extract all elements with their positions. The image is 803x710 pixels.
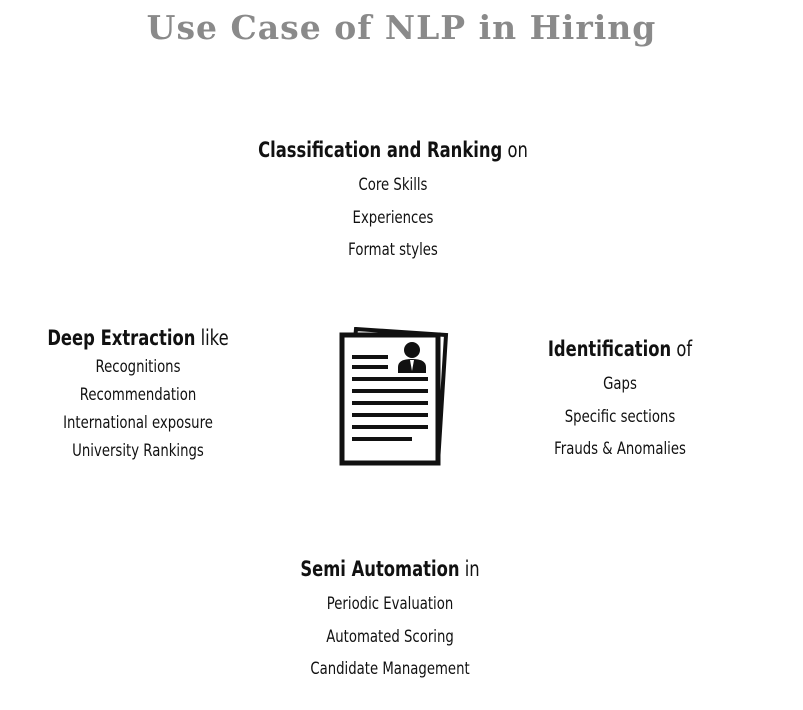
heading-connector: in (464, 557, 480, 581)
heading-bold: Semi Automation (300, 557, 460, 581)
heading-bold: Deep Extraction (47, 326, 196, 350)
identification-block (460, 336, 780, 466)
semi-automation-block (190, 556, 590, 686)
heading-connector: on (507, 138, 528, 162)
classification-ranking-block (193, 137, 593, 267)
identification-heading (495, 336, 745, 362)
resume-document-icon (338, 327, 450, 467)
list-item: Candidate Management (310, 659, 470, 679)
classification-ranking-heading (237, 137, 549, 163)
heading-connector: of (676, 337, 693, 361)
deep-extraction-heading (13, 325, 263, 351)
list-item: Recommendation (79, 385, 197, 405)
list-item: Frauds & Anomalies (554, 439, 686, 459)
semi-automation-heading (234, 556, 546, 582)
heading-bold: Classification and Ranking (258, 138, 503, 162)
list-item: Format styles (348, 240, 438, 260)
list-item: Experiences (352, 207, 434, 228)
list-item: Periodic Evaluation (326, 594, 454, 614)
list-item: International exposure (63, 413, 213, 433)
deep-extraction-block (0, 325, 298, 465)
list-item: University Rankings (72, 441, 204, 461)
list-item: Core Skills (358, 175, 428, 195)
list-item: Gaps (603, 374, 637, 394)
list-item: Recognitions (95, 357, 181, 377)
page-title: Use Case of NLP in Hiring (146, 8, 657, 47)
list-item: Automated Scoring (326, 626, 454, 647)
list-item: Specific sections (564, 406, 676, 427)
heading-bold: Identification (547, 337, 672, 361)
heading-connector: like (200, 326, 229, 350)
